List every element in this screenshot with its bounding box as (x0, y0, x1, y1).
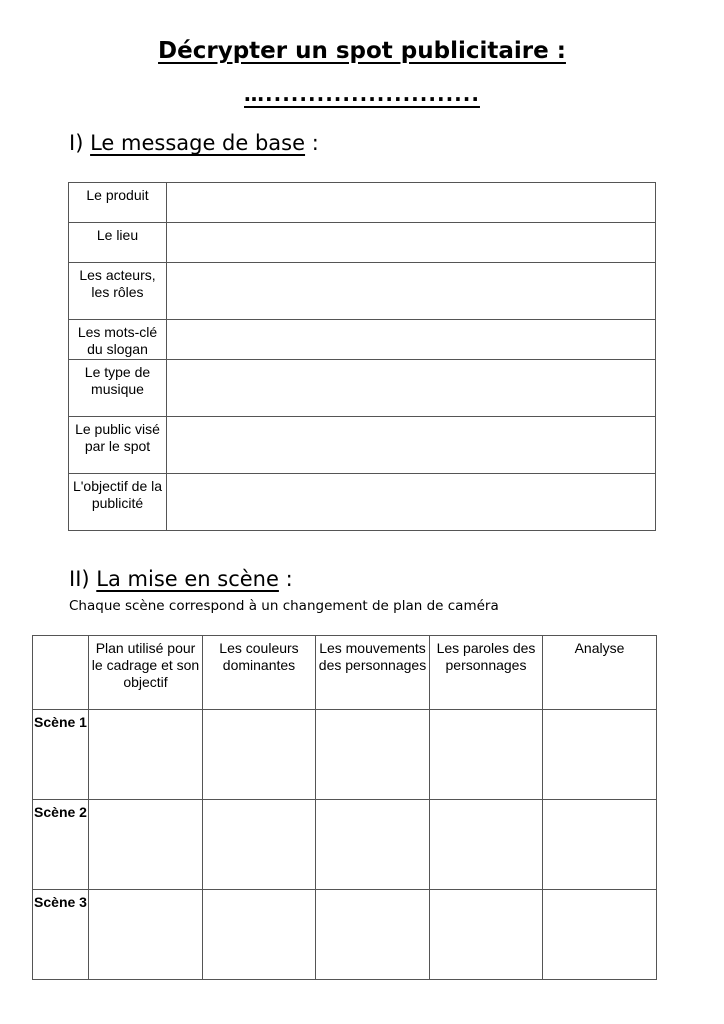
table-header-row (33, 636, 657, 710)
section-2-colon: : (285, 567, 293, 591)
row-label: Le produit (69, 183, 167, 223)
row-label: Le lieu (69, 223, 167, 263)
table-row (69, 474, 656, 531)
section-2-subtitle: Chaque scène correspond à un changement de plan de caméra (69, 598, 499, 614)
table-row (69, 183, 656, 223)
section-1-title (69, 131, 319, 155)
title-blank-line: …......................... (244, 82, 480, 106)
page-title: Décrypter un spot publicitaire : (158, 38, 566, 64)
answer-cell[interactable] (316, 890, 430, 980)
answer-cell[interactable] (543, 800, 657, 890)
column-header (33, 636, 89, 710)
base-message-table (68, 182, 656, 531)
table-row (69, 320, 656, 360)
section-2-number: II) (69, 567, 90, 591)
table-row (33, 710, 657, 800)
row-label: Les mots-clé du slogan (69, 320, 167, 360)
table-row (69, 263, 656, 320)
section-1-number: I) (69, 131, 84, 155)
row-label: Les acteurs, les rôles (69, 263, 167, 320)
answer-cell[interactable] (167, 360, 656, 417)
answer-cell[interactable] (167, 474, 656, 531)
answer-cell[interactable] (203, 890, 316, 980)
row-label: L'objectif de la publicité (69, 474, 167, 531)
column-header: Les couleurs dominantes (203, 636, 316, 710)
column-header: Analyse (543, 636, 657, 710)
staging-table (32, 635, 657, 980)
column-header: Plan utilisé pour le cadrage et son objectif (89, 636, 203, 710)
answer-cell[interactable] (167, 263, 656, 320)
answer-cell[interactable] (430, 890, 543, 980)
answer-cell[interactable] (167, 417, 656, 474)
scene-label: Scène 2 (33, 800, 89, 890)
answer-cell[interactable] (167, 183, 656, 223)
table-row (69, 360, 656, 417)
answer-cell[interactable] (167, 223, 656, 263)
answer-cell[interactable] (316, 710, 430, 800)
row-label: Le public visé par le spot (69, 417, 167, 474)
column-header: Les mouvements des personnages (316, 636, 430, 710)
answer-cell[interactable] (430, 710, 543, 800)
answer-cell[interactable] (89, 710, 203, 800)
table-row (69, 417, 656, 474)
section-2-heading: La mise en scène (96, 567, 279, 591)
column-header: Les paroles des personnages (430, 636, 543, 710)
section-1-heading: Le message de base (90, 131, 306, 155)
answer-cell[interactable] (89, 890, 203, 980)
table-row (33, 890, 657, 980)
table-row (69, 223, 656, 263)
section-2-title (69, 567, 293, 591)
answer-cell[interactable] (543, 710, 657, 800)
answer-cell[interactable] (203, 800, 316, 890)
scene-label: Scène 1 (33, 710, 89, 800)
answer-cell[interactable] (430, 800, 543, 890)
row-label: Le type de musique (69, 360, 167, 417)
answer-cell[interactable] (203, 710, 316, 800)
answer-cell[interactable] (167, 320, 656, 360)
section-1-colon: : (311, 131, 319, 155)
answer-cell[interactable] (543, 890, 657, 980)
answer-cell[interactable] (316, 800, 430, 890)
scene-label: Scène 3 (33, 890, 89, 980)
answer-cell[interactable] (89, 800, 203, 890)
table-row (33, 800, 657, 890)
